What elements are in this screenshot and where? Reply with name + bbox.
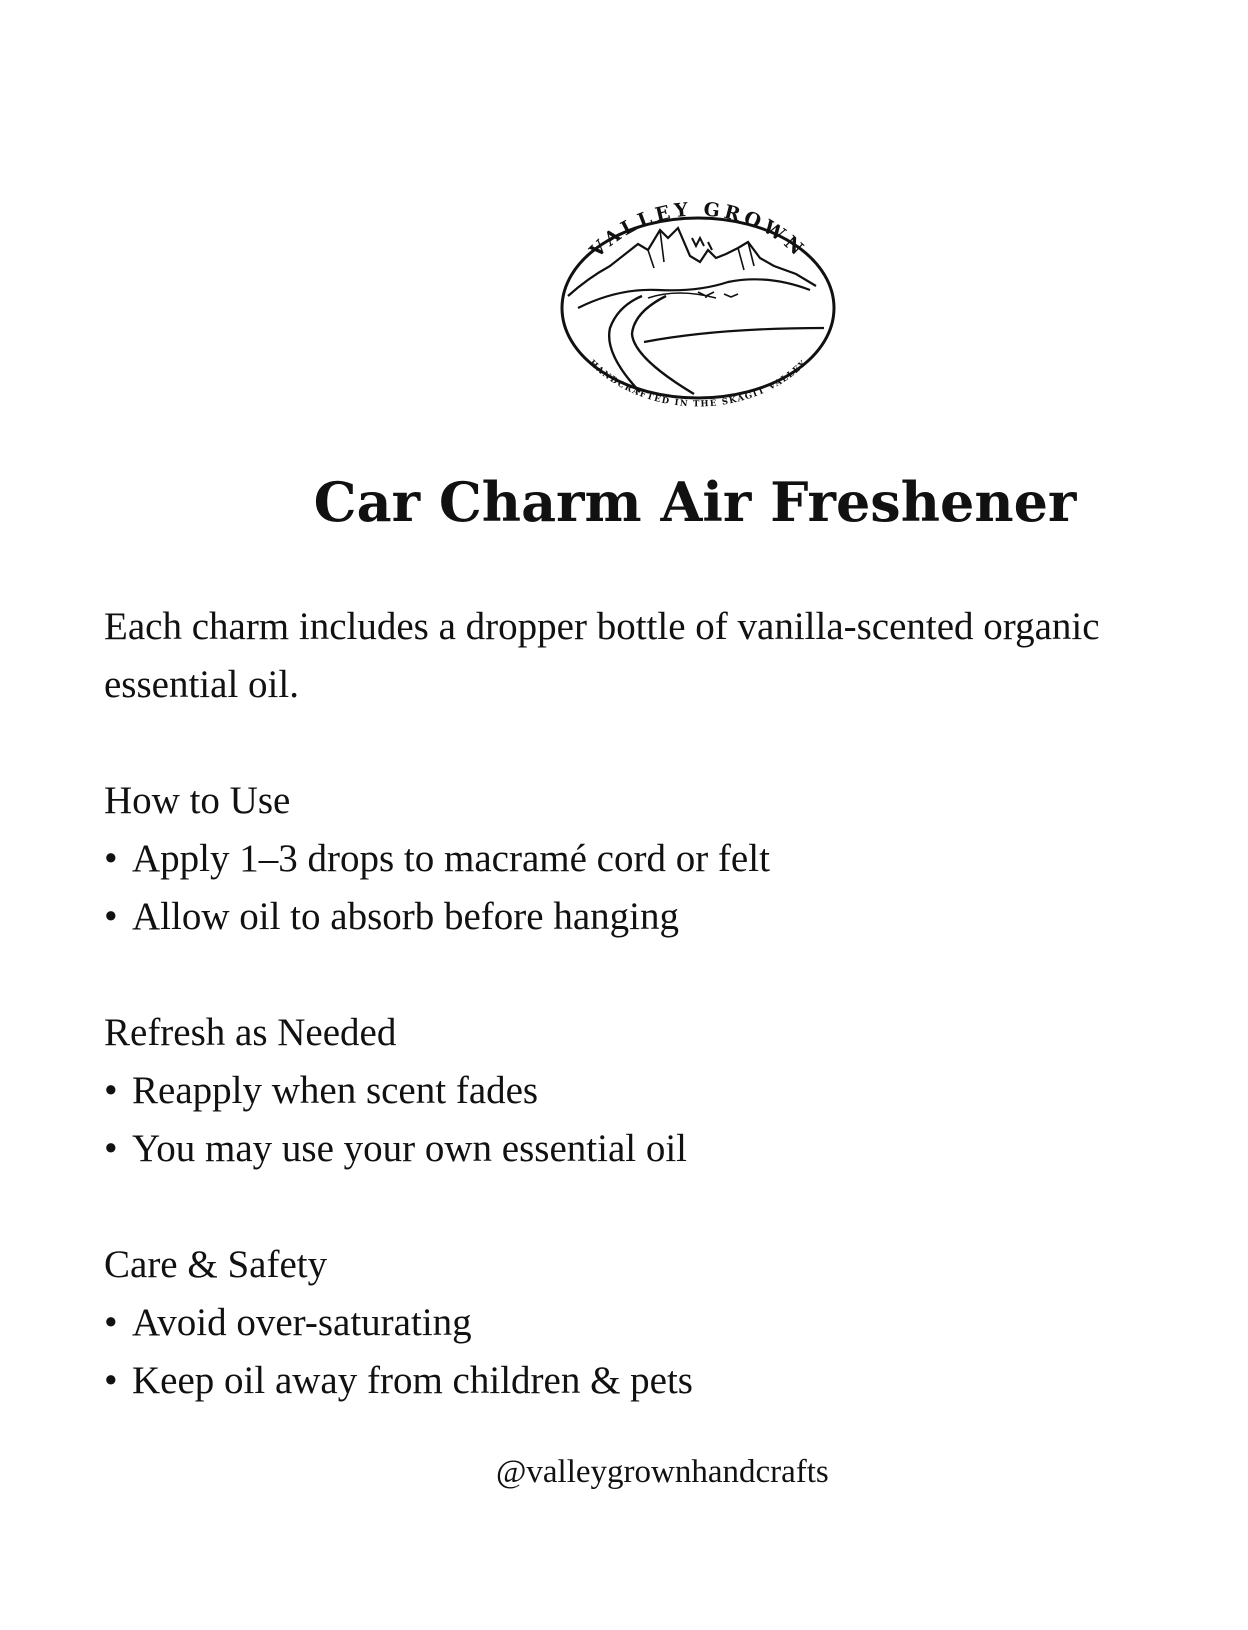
bullet-list xyxy=(104,1062,1164,1178)
section-how-to-use xyxy=(104,772,1164,946)
birds-icon xyxy=(698,292,738,298)
intro-paragraph: Each charm includes a dropper bottle of vanilla-scented organic essential oil. xyxy=(104,605,1100,706)
mountain-ridges xyxy=(648,230,754,270)
logo-top-text: VALLEY GROWN xyxy=(585,198,811,263)
river-right-bank xyxy=(632,296,694,394)
logo-bottom-text: HANDCRAFTED IN THE SKAGIT VALLEY xyxy=(586,358,810,410)
section-heading: How to Use xyxy=(104,779,291,822)
list-item-text: You may use your own essential oil xyxy=(132,1127,688,1170)
section-heading: Refresh as Needed xyxy=(104,1011,397,1054)
social-handle: @valleygrownhandcrafts xyxy=(496,1454,829,1490)
instructions-body xyxy=(104,598,1164,1410)
list-item-text: Avoid over-saturating xyxy=(132,1301,472,1344)
section-heading: Care & Safety xyxy=(104,1243,328,1286)
bullet-icon: • xyxy=(104,1301,118,1344)
section-refresh-as-needed xyxy=(104,1004,1164,1178)
bullet-list xyxy=(104,830,1164,946)
bullet-icon: • xyxy=(104,1359,118,1402)
list-item-text: Apply 1–3 drops to macramé cord or felt xyxy=(132,837,770,880)
list-item-text: Keep oil away from children & pets xyxy=(132,1359,693,1402)
list-item xyxy=(104,888,1164,946)
list-item xyxy=(104,830,1164,888)
list-item-text: Allow oil to absorb before hanging xyxy=(132,895,679,938)
bullet-icon: • xyxy=(104,895,118,938)
bullet-icon: • xyxy=(104,837,118,880)
valley-grown-logo-graphic xyxy=(548,178,848,418)
list-item xyxy=(104,1062,1164,1120)
section-care-and-safety xyxy=(104,1236,1164,1410)
list-item-text: Reapply when scent fades xyxy=(132,1069,539,1112)
list-item xyxy=(104,1120,1164,1178)
bullet-icon: • xyxy=(104,1069,118,1112)
page-title: Car Charm Air Freshener xyxy=(313,470,1077,534)
list-item xyxy=(104,1294,1164,1352)
field-line xyxy=(644,328,824,342)
bullet-icon: • xyxy=(104,1127,118,1170)
valley-grown-logo xyxy=(548,178,848,418)
bullet-list xyxy=(104,1294,1164,1410)
list-item xyxy=(104,1352,1164,1410)
tree-icon xyxy=(692,238,712,250)
